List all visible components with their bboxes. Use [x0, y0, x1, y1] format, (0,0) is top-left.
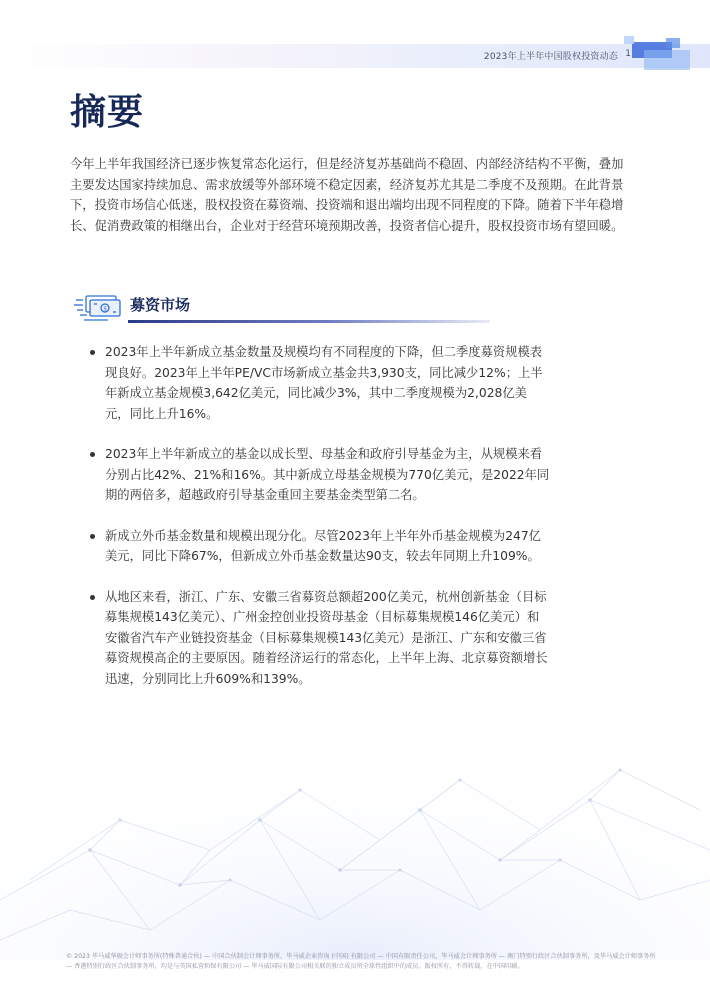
bullet-dot	[90, 452, 95, 457]
network-background-decoration	[0, 700, 710, 960]
section-underline	[128, 320, 490, 323]
section-title: 募资市场	[130, 296, 191, 314]
header-decoration	[618, 36, 694, 72]
list-item	[90, 587, 550, 690]
svg-text:$: $	[103, 305, 108, 313]
footer-copyright: © 2023 毕马威华振会计师事务所(特殊普通合伙) — 中国合伙制会计师事务所，毕马威企业咨询 (中国) 有限公司 — 中国有限责任公司，毕马威会计师事务所 — 澳门特别行政区合伙制事务所，及毕马威会计师事务所 — 香港特别行政区合伙制事务所，均是与英国私营担保有限公司 — 毕马威国际有限公司相关联的独立成员所全球性组织中的成员。版权所有，不得转载。在中国印刷。	[66, 953, 656, 970]
list-item	[90, 342, 550, 424]
page-title: 摘要	[70, 92, 145, 133]
bullet-list	[90, 342, 550, 709]
money-bill-icon	[74, 290, 124, 324]
header-report-title: 2023年上半年中国股权投资动态	[483, 52, 618, 62]
list-item-text: 从地区来看，浙江、广东、安徽三省募资总额超200亿美元，杭州创新基金（目标募集规模143亿美元）、广州金控创业投资母基金（目标募集规模146亿美元）和安徽省汽车产业链投资基金（目标募集规模143亿美元）是浙江、广东和安徽三省募资规模高企的主要原因。随着经济运行的常态化，上半年上海、北京募资额增长迅速，分别同比上升609%和139%。	[105, 589, 548, 686]
list-item	[90, 526, 550, 567]
section-header	[70, 288, 490, 330]
list-item-text: 新成立外币基金数量和规模出现分化。尽管2023年上半年外币基金规模为247亿美元，同比下降67%，但新成立外币基金数量达90支，较去年同期上升109%。	[105, 528, 541, 563]
bullet-dot	[90, 595, 95, 600]
page-number: 1	[625, 49, 631, 59]
list-item-text: 2023年上半年新成立的基金以成长型、母基金和政府引导基金为主，从规模来看分别占比42%、21%和16%。其中新成立母基金规模为770亿美元，是2022年同期的两倍多，超越政府引导基金重回主要基金类型第二名。	[105, 447, 550, 502]
intro-paragraph: 今年上半年我国经济已逐步恢复常态化运行，但是经济复苏基础尚不稳固、内部经济结构不平衡，叠加主要发达国家持续加息、需求放缓等外部环境不稳定因素，经济复苏尤其是二季度不及预期。在此背景下，投资市场信心低迷，股权投资在募资端、投资端和退出端均出现不同程度的下降。随着下半年稳增长、促消费政策的相继出台，企业对于经营环境预期改善，投资者信心提升，股权投资市场有望回暖。	[70, 157, 624, 233]
bullet-dot	[90, 534, 95, 539]
list-item-text: 2023年上半年新成立基金数量及规模均有不同程度的下降，但二季度募资规模表现良好。2023年上半年PE/VC市场新成立基金共3,930支，同比减少12%；上半年新成立基金规模3,642亿美元，同比减少3%，其中二季度规模为2,028亿美元，同比上升16%。	[105, 345, 543, 421]
bullet-dot	[90, 350, 95, 355]
list-item	[90, 444, 550, 506]
